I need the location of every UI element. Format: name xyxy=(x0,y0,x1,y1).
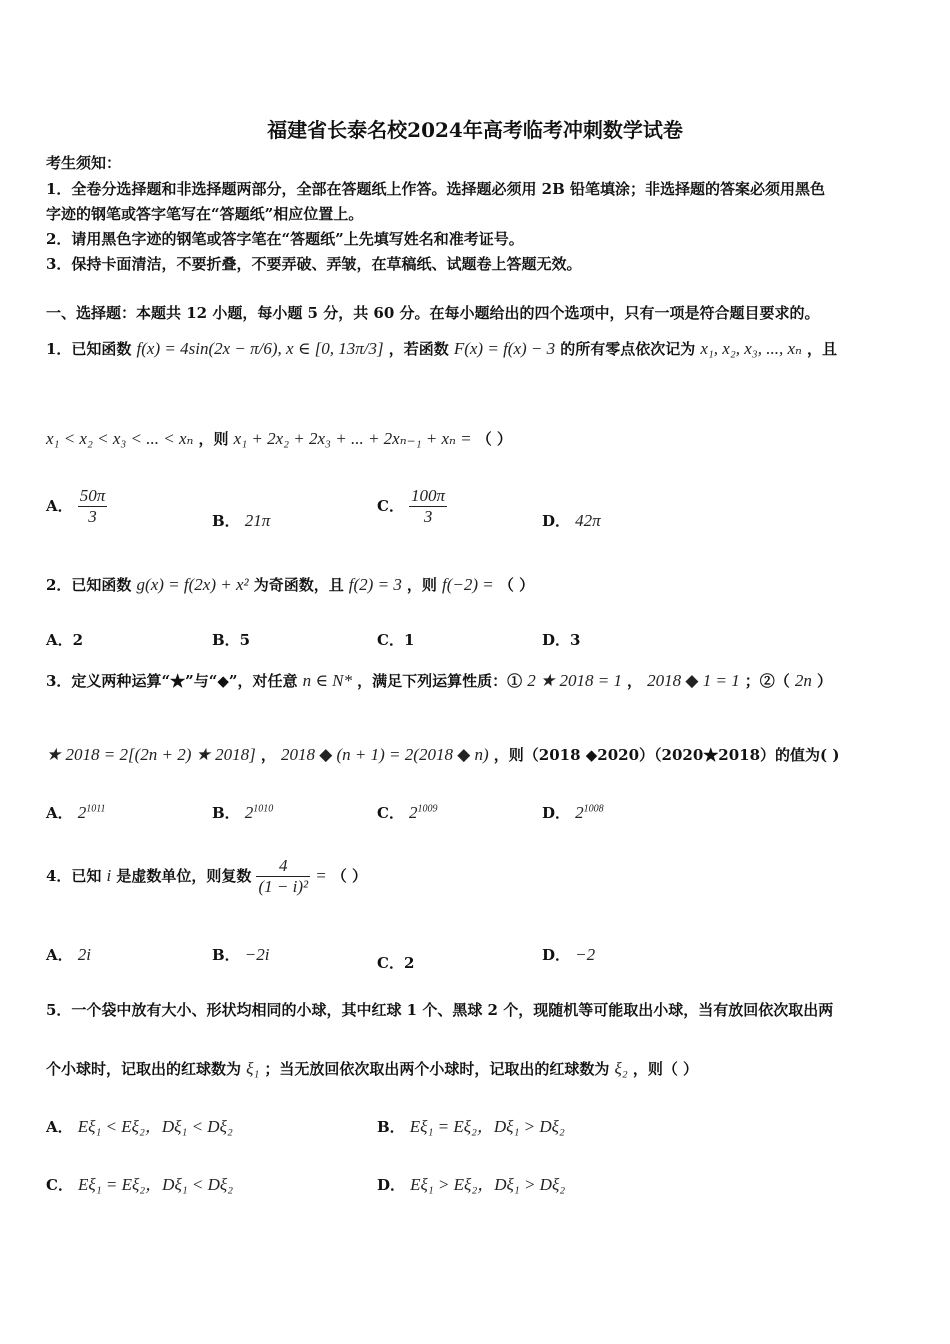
q5-text-1: 个小球时，记取出的红球数为 xyxy=(46,1060,242,1078)
q5-text-3: ，则（ ） xyxy=(632,1060,699,1078)
option-label: A． xyxy=(46,1118,73,1136)
question-3-cont xyxy=(46,744,839,765)
q3-e1: 2 ★ 2018 = 1 xyxy=(527,671,622,690)
q3-d-value xyxy=(575,803,604,822)
q3-option-c[interactable] xyxy=(377,802,438,823)
q2-text-3: ，则 xyxy=(406,576,437,594)
q5-xi1: ξ₁ xyxy=(246,1059,260,1078)
q1-text-2: ，若函数 xyxy=(388,340,449,358)
q1-c-fraction xyxy=(409,486,447,527)
question-1-cont xyxy=(46,428,512,449)
notice-heading: 考生须知： xyxy=(46,154,122,172)
q1-sum: x₁ + 2x₂ + 2x₃ + ... + 2xₙ₋₁ + xₙ = xyxy=(233,429,472,448)
q5-option-b[interactable] xyxy=(377,1112,565,1137)
option-label: B． xyxy=(212,804,240,822)
q3-option-a[interactable] xyxy=(46,802,106,823)
notice-line-3: 3．保持卡面清洁，不要折叠，不要弄破、弄皱，在草稿纸、试题卷上答题无效。 xyxy=(46,255,582,273)
q3-a-value xyxy=(78,803,106,822)
q4-paren: （ ） xyxy=(331,867,367,885)
q1-text-4: ，且 xyxy=(807,340,838,358)
q1-text-5: ，则 xyxy=(198,430,229,448)
q3-e3: 2n xyxy=(794,671,812,690)
exponent: 1011 xyxy=(86,803,106,815)
q4-option-a[interactable] xyxy=(46,944,91,965)
q1-option-c[interactable] xyxy=(377,486,447,527)
q1-c-den: 3 xyxy=(423,507,433,526)
q2-f2: f(2) = 3 xyxy=(348,575,402,594)
base: 2 xyxy=(575,803,584,822)
q3-e4: ★ 2018 = 2[(2n + 2) ★ 2018] xyxy=(46,745,256,764)
q1-function-f: f(x) = 4sin(2x − π/6), x ∈ [0, 13π/3] xyxy=(136,339,384,358)
option-label: B． xyxy=(212,512,240,530)
exponent: 1009 xyxy=(417,803,438,815)
q4-fraction xyxy=(256,856,310,897)
q3-n: n ∈ N* xyxy=(302,671,353,690)
q5-d-value: Eξ₁ > Eξ₂，Dξ₁ > Dξ₂ xyxy=(410,1175,566,1194)
q2-text-2: 为奇函数，且 xyxy=(253,576,344,594)
q2-option-c[interactable]: C．1 xyxy=(377,631,415,649)
q4-a-value: 2i xyxy=(77,945,91,964)
q3-text-1: 3．定义两种运算“★”与“◆”，对任意 xyxy=(46,672,298,690)
q1-a-num: 50π xyxy=(79,486,106,505)
option-label: D． xyxy=(542,804,571,822)
q1-a-den: 3 xyxy=(88,507,97,526)
option-label: C． xyxy=(377,497,404,515)
q1-d-value: 42π xyxy=(575,511,601,530)
page-title: 福建省长泰名校2024年高考临考冲刺数学试卷 xyxy=(267,118,683,142)
q4-b-value: −2i xyxy=(244,945,270,964)
q3-e5: 2018 ◆ (n + 1) = 2(2018 ◆ n) xyxy=(280,745,489,764)
notice-line-1b: 字迹的钢笔或答字笔写在“答题纸”相应位置上。 xyxy=(46,205,364,223)
q1-a-fraction xyxy=(78,486,108,527)
exponent: 1010 xyxy=(253,803,274,815)
q4-eq: = xyxy=(315,866,327,885)
q2-option-b[interactable]: B．5 xyxy=(212,631,251,649)
q3-text-3: ；②（ xyxy=(744,672,790,690)
q3-option-b[interactable] xyxy=(212,802,273,823)
option-label: D． xyxy=(542,946,571,964)
q4-num: 4 xyxy=(256,856,310,877)
q1-c-num: 100π xyxy=(411,486,446,505)
q5-option-a[interactable] xyxy=(46,1112,233,1137)
base: 2 xyxy=(409,803,418,822)
q4-text-2: 是虚数单位，则复数 xyxy=(116,867,252,885)
option-label: A． xyxy=(46,946,73,964)
q3-c-value xyxy=(409,803,438,822)
q1-option-b[interactable] xyxy=(212,510,270,531)
q5-line-1: 5．一个袋中放有大小、形状均相同的小球，其中红球 1 个、黑球 2 个，现随机等可能取出小球，当有放回依次取出两 xyxy=(46,1001,834,1019)
q5-b-value: Eξ₁ = Eξ₂，Dξ₁ > Dξ₂ xyxy=(409,1117,565,1136)
q4-den: (1 − i)² xyxy=(258,877,309,896)
q1-b-value: 21π xyxy=(244,511,271,530)
q2-paren: （ ） xyxy=(498,576,535,594)
option-label: A． xyxy=(46,804,73,822)
q3-text-5: ，则（2018 ◆2020）（2020★2018）的值为( ) xyxy=(493,746,840,764)
q1-paren: （ ） xyxy=(476,430,512,448)
q2-option-d[interactable]: D．3 xyxy=(542,631,581,649)
q4-option-b[interactable] xyxy=(212,944,269,965)
q1-option-a[interactable] xyxy=(46,486,107,527)
q3-option-d[interactable] xyxy=(542,802,604,823)
q5-a-value: Eξ₁ < Eξ₂，Dξ₁ < Dξ₂ xyxy=(77,1117,233,1136)
exponent: 1008 xyxy=(583,803,604,815)
base: 2 xyxy=(244,803,254,822)
q3-e2: 2018 ◆ 1 = 1 xyxy=(647,671,740,690)
q3-text-2: ，满足下列运算性质：① xyxy=(357,672,523,690)
option-label: D． xyxy=(377,1176,406,1194)
question-2 xyxy=(46,574,534,595)
q4-text-1: 4．已知 xyxy=(46,867,102,885)
q3-b-value xyxy=(245,803,274,822)
option-label: C． xyxy=(46,1176,73,1194)
option-label: B． xyxy=(377,1118,405,1136)
q5-option-c[interactable] xyxy=(46,1170,233,1195)
section-heading: 一、选择题：本题共 12 小题，每小题 5 分，共 60 分。在每小题给出的四个选项中，只有一项是符合题目要求的。 xyxy=(46,304,820,322)
q1-text-1: 1．已知函数 xyxy=(46,340,132,358)
q4-d-value: −2 xyxy=(575,945,596,964)
q4-option-d[interactable] xyxy=(542,944,595,965)
question-5-cont xyxy=(46,1058,698,1079)
q1-text-3: 的所有零点依次记为 xyxy=(560,340,696,358)
q4-i: i xyxy=(106,866,112,885)
q5-option-d[interactable] xyxy=(377,1170,565,1195)
question-4 xyxy=(46,856,367,897)
notice-line-1a: 1．全卷分选择题和非选择题两部分，全部在答题纸上作答。选择题必须用 2B 铅笔填涂；非选择题的答案必须用黑色 xyxy=(46,180,826,198)
q1-option-d[interactable] xyxy=(542,510,601,531)
q4-option-c[interactable]: C．2 xyxy=(377,954,415,972)
question-1 xyxy=(46,338,837,359)
q5-text-2: ；当无放回依次取出两个小球时，记取出的红球数为 xyxy=(264,1060,610,1078)
q1-zeros: x₁, x₂, x₃, ..., xₙ xyxy=(700,339,802,358)
base: 2 xyxy=(77,803,87,822)
q3-comma-2: ， xyxy=(260,746,276,764)
q1-order: x₁ < x₂ < x₃ < ... < xₙ xyxy=(46,429,194,448)
option-label: A． xyxy=(46,497,73,515)
q2-function-g: g(x) = f(2x) + x² xyxy=(136,575,249,594)
q3-text-4: ） xyxy=(817,672,833,690)
q5-c-value: Eξ₁ = Eξ₂，Dξ₁ < Dξ₂ xyxy=(78,1175,234,1194)
notice-line-2: 2．请用黑色字迹的钢笔或答字笔在“答题纸”上先填写姓名和准考证号。 xyxy=(46,230,524,248)
question-3 xyxy=(46,670,832,691)
option-label: D． xyxy=(542,512,571,530)
q2-text-1: 2．已知函数 xyxy=(46,576,132,594)
q3-comma: ， xyxy=(627,672,643,690)
q2-fm2: f(−2) = xyxy=(442,575,494,594)
option-label: C． xyxy=(377,804,404,822)
q5-xi2: ξ₂ xyxy=(614,1059,628,1078)
q2-option-a[interactable]: A．2 xyxy=(46,631,84,649)
q1-function-F: F(x) = f(x) − 3 xyxy=(453,339,556,358)
option-label: B． xyxy=(212,946,240,964)
